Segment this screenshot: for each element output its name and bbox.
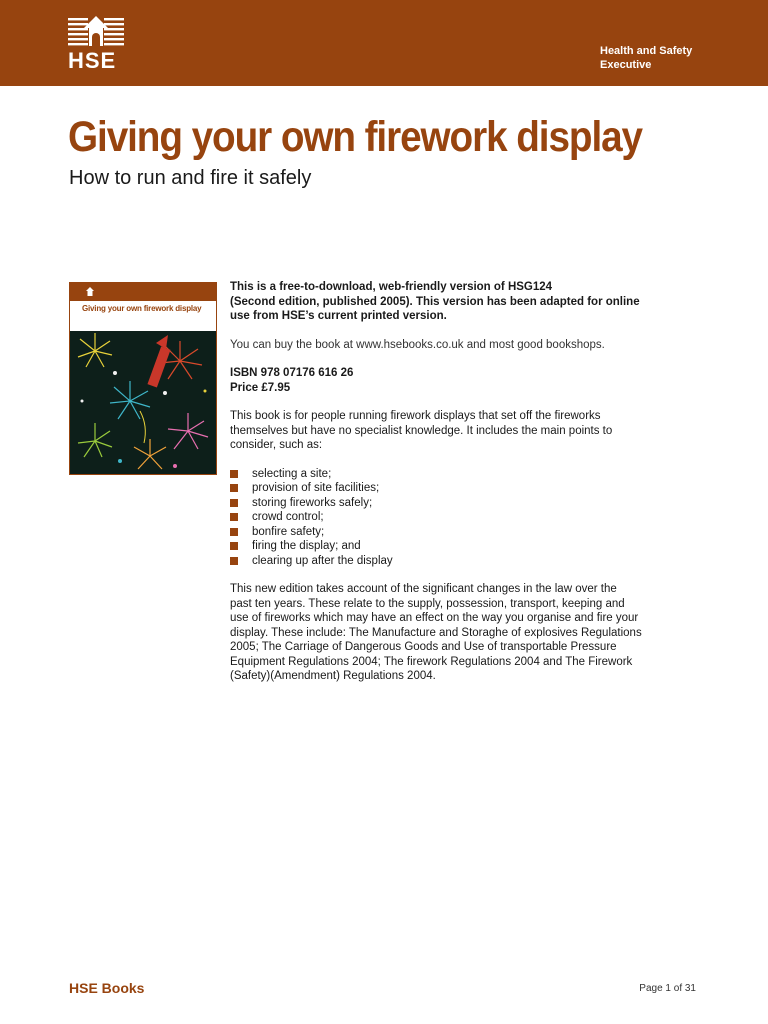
list-item bbox=[230, 496, 710, 511]
footer-brand: HSE Books bbox=[69, 980, 145, 996]
list-item bbox=[230, 510, 710, 525]
topics-list bbox=[230, 467, 710, 569]
page-number: Page 1 of 31 bbox=[639, 983, 696, 994]
new-edition-line: past ten years. These relate to the supply, possession, transport, keeping and bbox=[230, 597, 625, 610]
hse-logo-text: HSE bbox=[68, 48, 117, 73]
description-line: This book is for people running firework displays that set off the fireworks bbox=[230, 410, 601, 422]
cover-title: Giving your own firework display bbox=[82, 304, 202, 313]
intro-line: (Second edition, published 2005). This version has been adapted for online bbox=[230, 295, 640, 308]
new-edition-text bbox=[230, 582, 710, 684]
new-edition-line: (Safety)(Amendment) Regulations 2004. bbox=[230, 670, 436, 682]
list-item-label: storing fireworks safely; bbox=[252, 496, 373, 509]
hse-crest-icon bbox=[68, 16, 126, 50]
page-title: Giving your own firework display bbox=[68, 113, 643, 161]
page-subtitle: How to run and fire it safely bbox=[69, 167, 312, 189]
square-bullet-icon bbox=[230, 542, 238, 550]
list-item bbox=[230, 554, 710, 569]
price: Price £7.95 bbox=[230, 381, 291, 394]
intro-text bbox=[230, 280, 710, 324]
agency-name bbox=[600, 44, 740, 72]
new-edition-line: Equipment Regulations 2004; The firework Regulations 2004 and The Firework bbox=[230, 655, 633, 668]
list-item-label: bonfire safety; bbox=[252, 525, 325, 538]
list-item bbox=[230, 481, 710, 496]
cover-hse-logo-icon bbox=[84, 287, 96, 297]
new-edition-line: use of fireworks which may have an effect on the way you organise and fire your bbox=[230, 612, 639, 624]
description-line: themselves but have no specialist knowledge. It includes the main points to bbox=[230, 424, 613, 437]
square-bullet-icon bbox=[230, 484, 238, 492]
agency-name-line: Executive bbox=[600, 59, 652, 71]
list-item-label: firing the display; and bbox=[252, 540, 361, 552]
hse-logo bbox=[68, 16, 126, 72]
new-edition-line: This new edition takes account of the significant changes in the law over the bbox=[230, 583, 617, 595]
main-content bbox=[230, 280, 710, 684]
cover-header bbox=[70, 283, 216, 301]
book-cover-image bbox=[69, 282, 217, 475]
agency-name-line: Health and Safety bbox=[600, 45, 693, 57]
list-item-label: selecting a site; bbox=[252, 467, 332, 480]
square-bullet-icon bbox=[230, 499, 238, 507]
description-line: consider, such as: bbox=[230, 439, 323, 451]
square-bullet-icon bbox=[230, 557, 238, 565]
new-edition-line: display. These include: The Manufacture and Storaghe of explosives Regulations bbox=[230, 626, 642, 639]
description-text bbox=[230, 409, 710, 453]
list-item-label: provision of site facilities; bbox=[252, 482, 380, 494]
intro-line: This is a free-to-download, web-friendly version of HSG124 bbox=[230, 281, 553, 293]
list-item-label: crowd control; bbox=[252, 511, 324, 523]
new-edition-line: 2005; The Carriage of Dangerous Goods and Use of transportable Pressure bbox=[230, 641, 617, 653]
isbn: ISBN 978 07176 616 26 bbox=[230, 367, 354, 379]
square-bullet-icon bbox=[230, 470, 238, 478]
list-item-label: clearing up after the display bbox=[252, 554, 393, 567]
isbn-block bbox=[230, 366, 710, 395]
intro-line: use from HSE’s current printed version. bbox=[230, 310, 447, 322]
list-item bbox=[230, 539, 710, 554]
square-bullet-icon bbox=[230, 513, 238, 521]
buy-info: You can buy the book at www.hsebooks.co.uk and most good bookshops. bbox=[230, 338, 605, 351]
list-item bbox=[230, 467, 710, 482]
square-bullet-icon bbox=[230, 528, 238, 536]
fireworks-illustration bbox=[70, 331, 216, 474]
header-bar bbox=[0, 0, 768, 86]
list-item bbox=[230, 525, 710, 540]
